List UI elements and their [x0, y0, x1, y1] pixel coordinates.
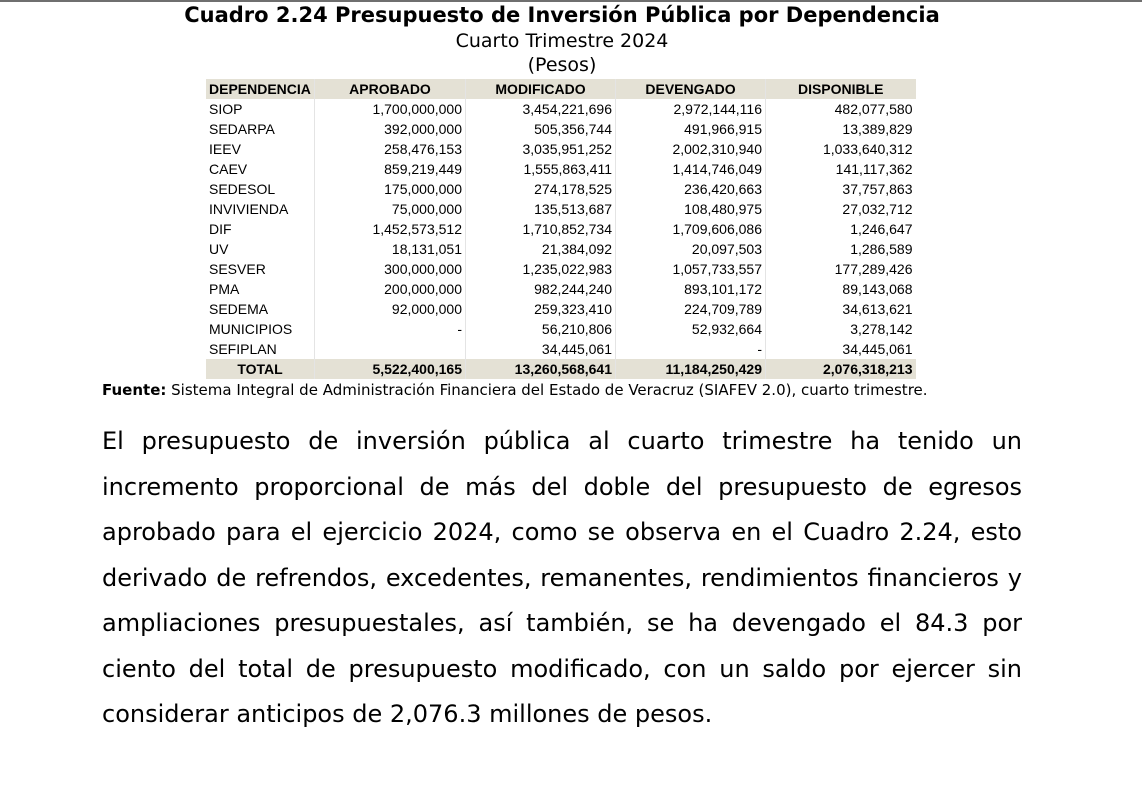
table-row: [206, 279, 916, 299]
source-text: Sistema Integral de Administración Financiera del Estado de Veracruz (SIAFEV 2.0), cuarto trimestre.: [166, 381, 928, 399]
table-title: Cuadro 2.24 Presupuesto de Inversión Pública por Dependencia: [184, 3, 940, 27]
table-row: [206, 99, 916, 119]
cell-modificado: 3,454,221,696: [466, 99, 616, 119]
cell-aprobado: 1,452,573,512: [315, 219, 466, 239]
cell-disponible: 34,613,621: [842, 301, 913, 317]
cell-aprobado: 200,000,000: [315, 279, 466, 299]
table-body: [206, 99, 916, 359]
cell-modificado: 1,555,863,411: [466, 159, 616, 179]
cell-disponible: 13,389,829: [842, 121, 913, 137]
cell-dependencia: INVIVIENDA: [206, 199, 315, 219]
cell-dependencia: MUNICIPIOS: [206, 319, 315, 339]
cell-disponible: 1,246,647: [850, 221, 913, 237]
body-paragraph: El presupuesto de inversión pública al cuarto trimestre ha tenido un incremento proporcional de más del doble del presupuesto de egresos aprobado para el ejercicio 2024, como se observa en el Cuadro 2.24, esto derivado de refrendos, excedentes, remanentes, rendimientos financieros y ampliaciones presupuestales, así también, se ha devengado el 84.3 por ciento del total de presupuesto modificado, con un saldo por ejercer sin considerar anticipos de 2,076.3 millones de pesos.: [102, 427, 1022, 728]
cell-devengado: 1,414,746,049: [616, 159, 766, 179]
cell-dependencia: DIF: [206, 219, 315, 239]
cell-modificado: 505,356,744: [466, 119, 616, 139]
cell-devengado: 893,101,172: [616, 279, 766, 299]
cell-devengado: 108,480,975: [616, 199, 766, 219]
cell-dependencia: UV: [206, 239, 315, 259]
table-row: [206, 339, 916, 359]
budget-table: [206, 79, 916, 379]
cell-aprobado: [315, 339, 466, 359]
table-header: [206, 79, 916, 99]
table-footer: [206, 359, 916, 379]
cell-aprobado: 75,000,000: [315, 199, 466, 219]
header-aprobado: APROBADO: [315, 79, 466, 99]
total-aprobado: 5,522,400,165: [315, 359, 466, 379]
cell-modificado: 1,235,022,983: [466, 259, 616, 279]
cell-devengado: 52,932,664: [616, 319, 766, 339]
table-row: [206, 299, 916, 319]
table-row: [206, 319, 916, 339]
cell-dependencia: IEEV: [206, 139, 315, 159]
cell-dependencia: SEFIPLAN: [206, 339, 315, 359]
cell-dependencia: PMA: [206, 279, 315, 299]
cell-modificado: 34,445,061: [466, 339, 616, 359]
cell-modificado: 21,384,092: [466, 239, 616, 259]
cell-dependencia: SEDESOL: [206, 179, 315, 199]
cell-dependencia: CAEV: [206, 159, 315, 179]
total-devengado: 11,184,250,429: [616, 359, 766, 379]
cell-dependencia: SESVER: [206, 259, 315, 279]
source-note: [102, 380, 928, 400]
cell-disponible: 177,289,426: [834, 261, 913, 277]
table-subtitle: Cuarto Trimestre 2024: [455, 30, 669, 52]
cell-aprobado: 258,476,153: [315, 139, 466, 159]
cell-aprobado: 18,131,051: [315, 239, 466, 259]
cell-aprobado: 1,700,000,000: [315, 99, 466, 119]
header-devengado: DEVENGADO: [616, 79, 766, 99]
cell-modificado: 3,035,951,252: [466, 139, 616, 159]
total-row: [206, 359, 916, 379]
header-disponible: DISPONIBLE: [766, 79, 916, 99]
table-row: [206, 199, 916, 219]
table-units: (Pesos): [527, 54, 597, 76]
total-label: TOTAL: [206, 359, 315, 379]
source-label: Fuente:: [102, 381, 167, 399]
cell-aprobado: 859,219,449: [315, 159, 466, 179]
cell-aprobado: -: [315, 319, 466, 339]
total-disponible: 2,076,318,213: [766, 359, 916, 379]
table-row: [206, 219, 916, 239]
cell-disponible: 1,033,640,312: [822, 141, 913, 157]
cell-modificado: 982,244,240: [466, 279, 616, 299]
cell-dependencia: SEDARPA: [206, 119, 315, 139]
cell-devengado: 224,709,789: [616, 299, 766, 319]
cell-devengado: 236,420,663: [616, 179, 766, 199]
cell-modificado: 259,323,410: [466, 299, 616, 319]
header-modificado: MODIFICADO: [466, 79, 616, 99]
table-row: [206, 179, 916, 199]
table-row: [206, 259, 916, 279]
cell-devengado: 1,709,606,086: [616, 219, 766, 239]
cell-aprobado: 175,000,000: [315, 179, 466, 199]
cell-modificado: 274,178,525: [466, 179, 616, 199]
cell-aprobado: 92,000,000: [315, 299, 466, 319]
cell-aprobado: 300,000,000: [315, 259, 466, 279]
header-row: [206, 79, 916, 99]
cell-disponible: 141,117,362: [835, 161, 913, 177]
cell-devengado: 2,002,310,940: [616, 139, 766, 159]
total-modificado: 13,260,568,641: [466, 359, 616, 379]
cell-devengado: 20,097,503: [616, 239, 766, 259]
cell-modificado: 56,210,806: [466, 319, 616, 339]
cell-aprobado: 392,000,000: [315, 119, 466, 139]
cell-dependencia: SIOP: [206, 99, 315, 119]
cell-dependencia: SEDEMA: [206, 299, 315, 319]
table-row: [206, 119, 916, 139]
cell-devengado: 2,972,144,116: [616, 99, 766, 119]
cell-disponible: 1,286,589: [850, 241, 913, 257]
cell-devengado: 1,057,733,557: [616, 259, 766, 279]
table-row: [206, 139, 916, 159]
cell-devengado: 491,966,915: [616, 119, 766, 139]
cell-disponible: 34,445,061: [842, 341, 913, 357]
cell-disponible: 3,278,142: [850, 321, 913, 337]
cell-disponible: 27,032,712: [842, 201, 913, 217]
cell-modificado: 1,710,852,734: [466, 219, 616, 239]
table-row: [206, 239, 916, 259]
cell-disponible: 37,757,863: [842, 181, 913, 197]
cell-disponible: 89,143,068: [842, 281, 913, 297]
cell-disponible: 482,077,580: [834, 101, 913, 117]
cell-modificado: 135,513,687: [466, 199, 616, 219]
header-dependencia: DEPENDENCIA: [206, 79, 315, 99]
table-row: [206, 159, 916, 179]
cell-devengado: -: [616, 339, 766, 359]
